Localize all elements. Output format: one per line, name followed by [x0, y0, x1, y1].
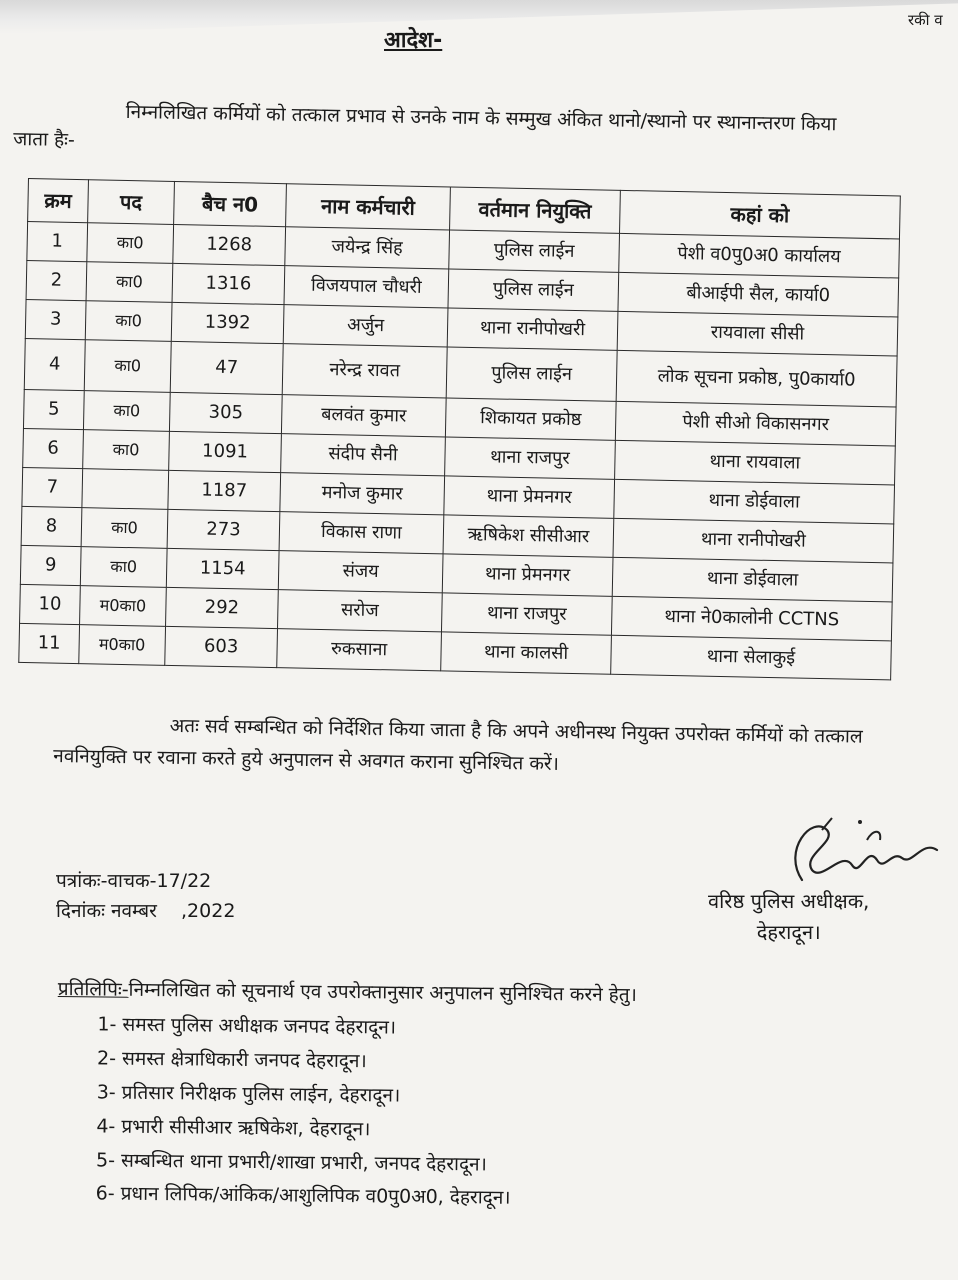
cell-serial: 9 [20, 545, 81, 585]
signatory-designation: वरिष्ठ पुलिस अधीक्षक, [708, 889, 870, 913]
cell-batch: 1187 [168, 470, 281, 511]
cell-name: अर्जुन [283, 305, 448, 347]
cell-new: थाना रानीपोखरी [613, 518, 894, 563]
cell-name: सरोज [278, 590, 443, 632]
cell-serial: 11 [19, 623, 80, 663]
cell-batch: 1316 [172, 263, 285, 304]
cell-name: मनोज कुमार [280, 473, 445, 515]
cell-new: लोक सूचना प्रकोष्ठ, पु0कार्या0 [616, 350, 897, 407]
cell-current: पुलिस लाईन [446, 347, 617, 401]
cell-rank: का0 [80, 547, 167, 588]
cell-rank: म0का0 [79, 625, 166, 666]
list-item: 1- समस्त पुलिस अधीक्षक जनपद देहरादून। [97, 1013, 397, 1039]
cell-batch: 273 [167, 509, 280, 550]
cell-new: थाना ने0कालोनी CCTNS [611, 596, 892, 641]
cell-new: पेशी सीओ विकासनगर [615, 401, 896, 446]
cell-current: शिकायत प्रकोष्ठ [445, 398, 616, 440]
cell-rank: का0 [85, 301, 172, 342]
header-name: नाम कर्मचारी [286, 184, 451, 230]
copy-to-label: प्रतिलिपिः- [57, 977, 129, 1001]
transfer-table [18, 178, 900, 680]
cell-current: पुलिस लाईन [449, 230, 620, 272]
header-serial: क्रम [28, 179, 89, 223]
cell-current: पुलिस लाईन [448, 269, 619, 311]
cell-serial: 3 [25, 299, 86, 339]
cell-serial: 7 [22, 467, 83, 507]
cell-rank [82, 469, 169, 510]
header-batch: बैच न0 [174, 181, 287, 226]
cell-batch: 292 [166, 587, 279, 628]
cell-current: ऋषिकेश सीसीआर [443, 515, 614, 557]
list-item: 3- प्रतिसार निरीक्षक पुलिस लाईन, देहरादून। [96, 1081, 401, 1107]
cell-name: विजयपाल चौधरी [284, 266, 449, 308]
order-heading: आदेश- [384, 28, 443, 53]
cell-rank: का0 [87, 223, 174, 264]
scan-shadow [0, 0, 958, 34]
cell-batch: 1154 [166, 548, 279, 589]
cell-batch: 305 [169, 392, 282, 433]
list-item: 2- समस्त क्षेत्राधिकारी जनपद देहरादून। [97, 1047, 367, 1073]
copy-to-lead-text: निम्नलिखित को सूचनार्थ एव उपरोक्तानुसार अनुपालन सुनिश्चित करने हेतु। [128, 978, 637, 1007]
cell-name: रुकसाना [277, 629, 442, 671]
cell-current: थाना राजपुर [445, 437, 616, 479]
cell-serial: 2 [26, 260, 87, 300]
cell-new: थाना रायवाला [615, 440, 896, 485]
cell-new: बीआईपी सैल, कार्या0 [618, 272, 899, 317]
cell-new: थाना डोईवाला [614, 479, 895, 524]
signatory-block [708, 886, 869, 948]
cell-new: थाना डोईवाला [612, 557, 893, 602]
copy-to-heading [58, 974, 637, 1010]
cell-batch: 1392 [171, 302, 284, 343]
cell-batch: 47 [170, 341, 283, 394]
cell-batch: 603 [165, 626, 278, 667]
cell-current: थाना कालसी [441, 632, 612, 674]
cell-name: संजय [278, 551, 443, 593]
cell-rank: का0 [84, 340, 171, 393]
cell-current: थाना प्रेमनगर [442, 554, 613, 596]
corner-note: रकी व [908, 11, 943, 29]
cell-new: रायवाला सीसी [617, 311, 898, 356]
header-rank: पद [88, 180, 175, 225]
cell-current: थाना राजपुर [441, 593, 612, 635]
list-item: 6- प्रधान लिपिक/आंकिक/आशुलिपिक व0पु0अ0, देहरादून। [95, 1182, 511, 1210]
cell-new: पेशी व0पु0अ0 कार्यालय [619, 233, 900, 278]
copy-to-section [56, 974, 638, 1217]
cell-batch: 1268 [173, 224, 286, 265]
cell-new: थाना सेलाकुई [611, 635, 892, 680]
instruction-paragraph: अतः सर्व सम्बन्धित को निर्देशित किया जाता है कि अपने अधीनस्थ नियुक्त उपरोक्त कर्मियों को तत्काल नवनियुक्ति पर रवाना करते हुये अनुपालन से अवगत कराना सुनिश्चित करें। [53, 714, 863, 776]
header-new-posting: कहां को [620, 190, 901, 239]
cell-rank: का0 [86, 262, 173, 303]
cell-rank: का0 [81, 508, 168, 549]
list-item: 4- प्रभारी सीसीआर ऋषिकेश, देहरादून। [96, 1115, 371, 1141]
cell-name: संदीप सैनी [281, 434, 446, 476]
cell-serial: 10 [20, 584, 81, 624]
letter-number: पत्रांकः-वाचक-17/22 [56, 870, 212, 892]
header-current-posting: वर्तमान नियुक्ति [450, 187, 621, 233]
cell-name: नरेन्द्र रावत [282, 344, 447, 398]
cell-serial: 5 [23, 389, 84, 429]
cell-serial: 1 [27, 222, 88, 262]
cell-rank: का0 [83, 430, 170, 471]
cell-current: थाना रानीपोखरी [447, 308, 618, 350]
copy-to-list [56, 1008, 637, 1217]
cell-batch: 1091 [169, 431, 282, 472]
signatory-place: देहरादून। [756, 920, 821, 944]
cell-serial: 4 [24, 338, 85, 390]
cell-serial: 6 [23, 428, 84, 468]
cell-rank: का0 [83, 391, 170, 432]
cell-name: विकास राणा [279, 512, 444, 554]
list-item: 5- सम्बन्धित थाना प्रभारी/शाखा प्रभारी, जनपद देहरादून। [95, 1149, 487, 1176]
cell-name: बलवंत कुमार [281, 395, 446, 437]
cell-current: थाना प्रेमनगर [444, 476, 615, 518]
cell-serial: 8 [21, 506, 82, 546]
letter-date: दिनांकः नवम्बर ,2022 [56, 900, 236, 923]
reference-block [56, 866, 235, 927]
cell-rank: म0का0 [80, 586, 167, 627]
cell-name: जयेन्द्र सिंह [285, 227, 450, 269]
intro-paragraph: निम्नलिखित कर्मियों को तत्काल प्रभाव से उनके नाम के सम्मुख अंकित थानो/स्थानो पर स्थानान्तरण किया जाता हैः- [13, 100, 837, 152]
